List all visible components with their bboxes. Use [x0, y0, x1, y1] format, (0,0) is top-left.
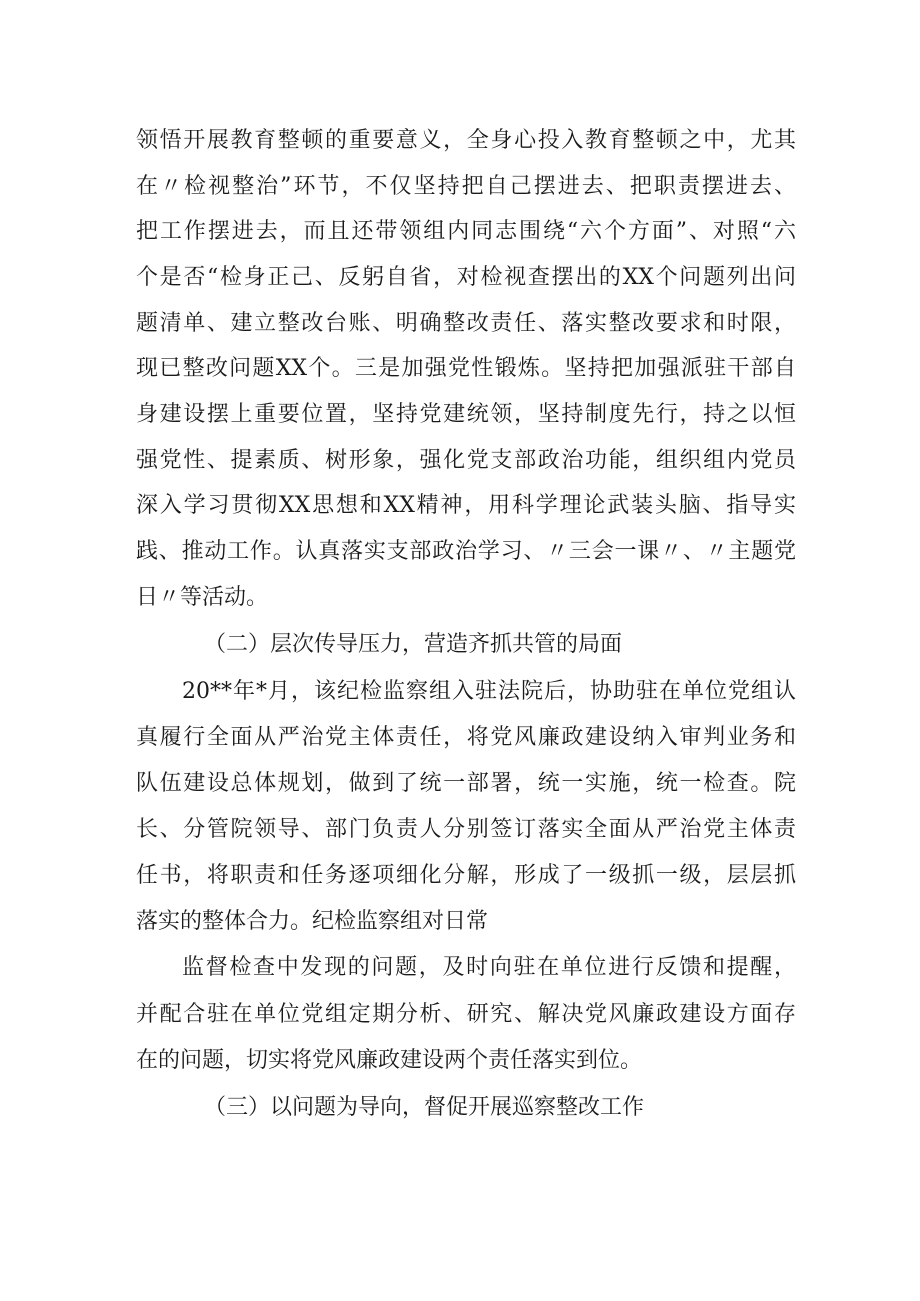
paragraph-1-line-10: 践、推动工作。认真落实支部政治学习、〃三会一课〃、〃主题党 — [136, 539, 796, 564]
paragraph-1-line-1: 领悟开展教育整顿的重要意义，全身心投入教育整顿之中，尤其 — [136, 128, 796, 153]
paragraph-2-line-6: 落实的整体合力。纪检监察组对日常 — [136, 909, 489, 934]
paragraph-1-line-6: 现已整改问题XX个。三是加强党性锻炼。坚持把加强派驻干部自 — [136, 356, 796, 381]
paragraph-3-line-1: 监督检查中发现的问题，及时向驻在单位进行反馈和提醒， — [182, 955, 796, 980]
paragraph-1-line-8: 强党性、提素质、树形象，强化党支部政治功能，组织组内党员 — [136, 448, 796, 473]
paragraph-1-line-5: 题清单、建立整改台账、明确整改责任、落实整改要求和时限， — [136, 311, 796, 336]
paragraph-2-line-3: 队伍建设总体规划，做到了统一部署，统一实施，统一检查。院 — [136, 771, 796, 796]
paragraph-2-line-2: 真履行全面从严治党主体责任，将党风廉政建设纳入审判业务和 — [136, 725, 796, 750]
paragraph-2-line-5: 任书，将职责和任务逐项细化分解，形成了一级抓一级，层层抓 — [136, 863, 796, 888]
paragraph-1-line-3: 把工作摆进去，而且还带领组内同志围绕“六个方面”、对照“六 — [136, 219, 796, 244]
paragraph-3-line-3: 在的问题，切实将党风廉政建设两个责任落实到位。 — [136, 1048, 643, 1073]
section-heading-2: （二）层次传导压力，营造齐抓共管的局面 — [204, 632, 623, 657]
paragraph-1-line-4: 个是否“检身正己、反躬自省，对检视查摆出的XX个问题列出问 — [136, 265, 796, 290]
paragraph-2-line-1: 20**年*月，该纪检监察组入驻法院后，协助驻在单位党组认 — [182, 679, 796, 704]
section-heading-3: （三）以问题为导向，督促开展巡察整改工作 — [204, 1095, 645, 1120]
paragraph-1-line-2: 在〃检视整治”环节，不仅坚持把自己摆进去、把职责摆进去、 — [136, 174, 796, 199]
paragraph-3-line-2: 并配合驻在单位党组定期分析、研究、解决党风廉政建设方面存 — [136, 1002, 796, 1027]
paragraph-1-line-11: 日〃等活动。 — [136, 585, 269, 610]
paragraph-1-line-7: 身建设摆上重要位置，坚持党建统领，坚持制度先行，持之以恒 — [136, 402, 796, 427]
paragraph-1-line-9: 深入学习贯彻XX思想和XX精神，用科学理论武装头脑、指导实 — [136, 493, 796, 518]
paragraph-2-line-4: 长、分管院领导、部门负责人分别签订落实全面从严治党主体责 — [136, 817, 796, 842]
